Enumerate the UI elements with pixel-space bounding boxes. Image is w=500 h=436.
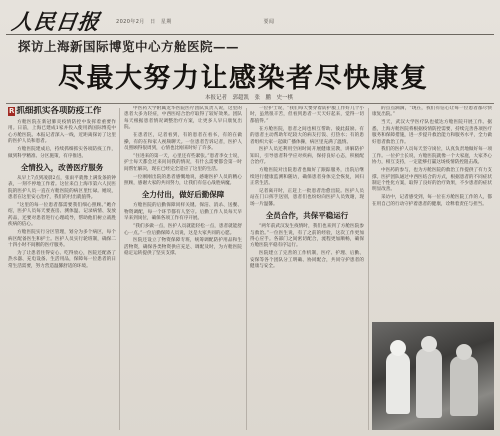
paragraph: 医院还设立了物资保障专班，统筹调配防护用品和生活物资，确保各类物资供应充足、调配及时，为方舱医院稳定运转提供了坚实支撑。: [124, 238, 242, 257]
intro-title-text: 抓细抓实各项防疫工作: [16, 106, 102, 116]
article-byline: 本报记者 郭超凯 张 鹏 史一棋: [205, 95, 294, 101]
article-column-1: [8, 106, 116, 432]
article-headline: 尽最大努力让感染者尽快康复: [58, 63, 429, 94]
paragraph: 的点点滴滴，“现在，我们有信心让每一位患者都尽快康复出院。”: [372, 106, 492, 118]
section-subhead: 全力付出，做好后勤保障: [141, 190, 225, 200]
article-column-4: [372, 106, 492, 318]
paragraph: 在方舱医院，患者之间也相互帮助、彼此鼓励。有的患者主动帮助年纪较大的病友打饭、打热水；有的患者组织大家一起做广播体操，病区里充满了温情。: [250, 126, 364, 145]
article-column-2: [124, 106, 242, 432]
intro-title: [8, 106, 116, 117]
paragraph: 中医药大学附属龙华医院医疗团队负责人说，这里的患者大多为轻症，中西医结合治疗取得了较好效果。团队每天根据患者情况调整治疗方案，让更多人早日康复出院。: [124, 106, 242, 131]
article-kicker: 探访上海新国际博览中心方舱医院——: [18, 39, 240, 54]
paragraph: 一位刚刚出院的患者感慨地说，感谢医护人员的精心照顾，感谢大家的共同努力，让我们有信心战胜病魔。: [124, 174, 242, 186]
r-mark-icon: R: [9, 107, 15, 115]
medical-staff-figure: [416, 348, 442, 418]
column-divider: [368, 108, 369, 430]
date-line: 2020年2月 日 星期 要闻: [116, 19, 275, 25]
paragraph: “这里的每一位患者都需要我们细心照顾。”她介绍，医护人员每天要查房、测体温、记录病情、发放药品，还要对患者进行心理疏导，帮助他们树立战胜疾病的信心。: [8, 203, 116, 228]
paragraph: 方舱医院实行分区管理，划分为多个病区，每个病区配备医生和护士。医护人员实行轮班制，确保二十四小时不间断的医疗服务。: [8, 230, 116, 248]
masthead: [6, 4, 494, 35]
paragraph: 当天，武汉大学医疗队也抵达方舱医院开展工作。据悉，上海方舱医院将根据疫情防控需要，持续完善各项医疗服务和保障措施，进一步提升救治能力和服务水平，全力做好患者救治工作。: [372, 120, 492, 145]
column-divider: [119, 108, 120, 430]
paragraph: 采访中，记者感受到，每一位在方舱医院工作的人，都在用自己的行动守护着患者的健康，诠释着责任与担当。: [372, 195, 492, 207]
article-column-3: [250, 106, 364, 432]
column-divider: [246, 108, 247, 430]
medical-staff-figure: [450, 356, 478, 416]
paragraph: 医护人员还利用空闲时间开展健康宣教，讲解防护知识，引导患者科学应对疾病，保持良好心态，积极配合治疗。: [250, 147, 364, 166]
protective-hood: [390, 340, 406, 356]
protective-hood: [421, 336, 437, 352]
header-divider: [6, 103, 494, 104]
paragraph: 医院建立了完善的工作机制，医疗、护理、后勤、安保等各个团队分工明确、协同配合，共同守护患者的健康与安全。: [250, 251, 364, 270]
paragraph: 中医药的参与，也为方舱医院的救治工作提供了有力支撑。医护团队通过中西医结合的方式，根据患者的不同症状制定个性化方案，取得了良好的治疗效果，不少患者的症状明显改善。: [372, 168, 492, 193]
protective-hood: [456, 344, 472, 360]
paragraph: 在患者区，记者看到，有的患者在看书，有的在做操，有的在和家人视频聊天。一位患者告诉记者，医护人员照顾得很周到，心情也比刚来时好了许多。: [124, 133, 242, 151]
paragraph: 为了让患者住得安心、吃得放心，医院还配备了热水器、充电设备、生活用品，保障每一位患者的日常生活需要，努力营造温馨舒适的环境。: [8, 250, 116, 269]
medical-staff-figure: [386, 352, 410, 414]
paragraph: 方舱医院对出院患者也做好了跟踪服务，出院后继续进行健康监测和随访，确保患者身体完全恢复，回归正常生活。: [250, 168, 364, 186]
paragraph: 一位护士说，“我们每天要穿着防护服工作好几个小时，虽然很辛苦，但看到患者一天天好起来，觉得一切都值得。”: [250, 106, 364, 124]
paragraph: “住进来的第一天，心里还有些紧张。”患者李女士说，护士每天都会过来问问我的情况，有什么需要都会第一时间帮忙解决，现在已经完全适应了这里的生活。: [124, 153, 242, 172]
paragraph: “两年前武汉发生疫情时，我们也来到了方舱医院参与救治。”一位医生说，有了之前的经验，这次工作更加得心应手。各部门之间密切配合，流程更加顺畅，确保方舱医院平稳有序运行。: [250, 224, 364, 249]
paragraph: 方舱医院建成后，持续抓细抓实各项防疫工作，做到科学精准、分区施策，有序推进。: [8, 147, 116, 159]
paragraph: 我们的医护人员每天坚守岗位，认真负责地做好每一项工作。一位护士长说，方舱医院就像一个大家庭，大家齐心协力，相互支持，一定能够打赢这场疫情防控阻击战。: [372, 147, 492, 166]
newspaper-logo: 人民日报: [10, 9, 102, 34]
paragraph: 记者离开时，正赶上一批患者治愈出院。医护人员站在门口挥手送别，患者们也纷纷向医护人员致谢，现场一片温馨。: [250, 188, 364, 207]
paragraph: 从早上7点到凌晨2点，张雨平就像上满发条的钟表，一刻不停地工作着。这位来自上海市第六人民医院的医护人员一直在方舱医院的病区里忙碌。她说，患者在这里安心治疗，我们的付出就值得。: [8, 175, 116, 201]
section-subhead: 全员合作，共保平稳运行: [265, 211, 349, 221]
paragraph: “我们多做一点，医护人员就能轻松一点，患者就能舒心一点。”一位后勤保障人员说，这是大家共同的心愿。: [124, 224, 242, 236]
paragraph: 方舱医院在新冠肺炎疫情防控中发挥着重要作用。日前，上海已建成1家并投入使用新国际博览中心方舱医院。本报记者深入一线，近距离探访了这里的医护人员和患者。: [8, 120, 116, 145]
section-subhead: 全情投入，改善医疗服务: [20, 162, 104, 172]
paragraph: 方舱医院的后勤保障同样关键。保洁、消杀、送餐、物资调配，每一个环节都有人坚守。后勤工作人员每天早早来到岗位，确保各项工作有序开展。: [124, 203, 242, 222]
news-photo: [372, 322, 494, 430]
